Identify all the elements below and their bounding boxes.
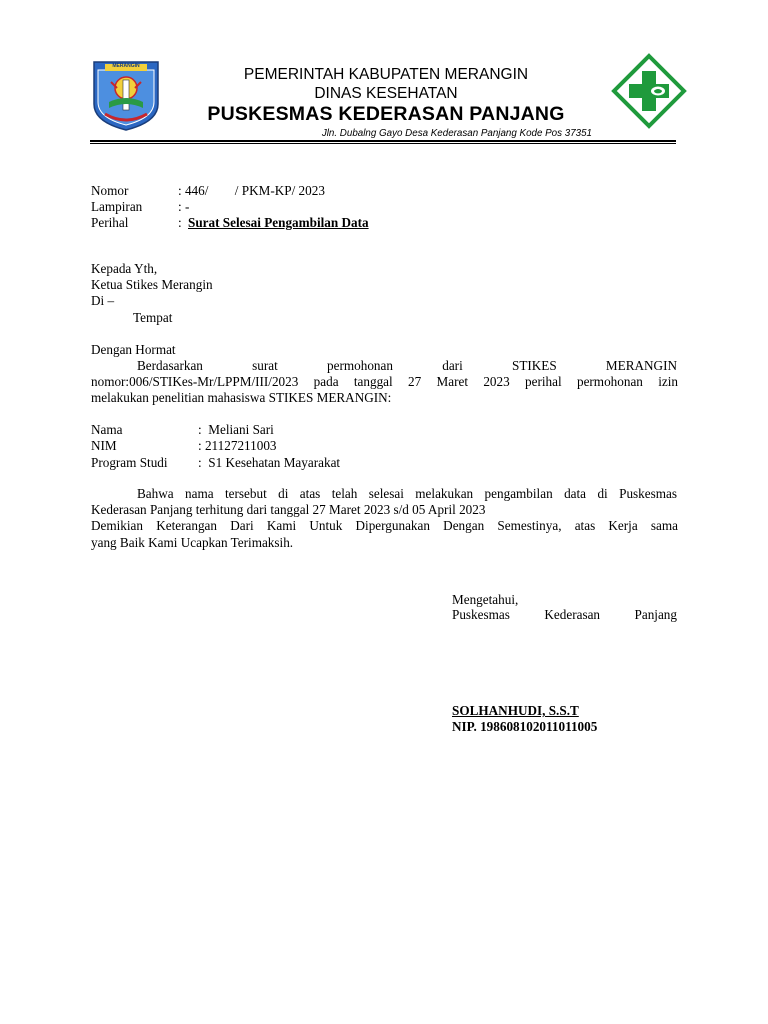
letterhead-department: DINAS KESEHATAN: [314, 85, 458, 102]
nim-value: : 21127211003: [198, 438, 277, 453]
signature-mengetahui: Mengetahui,: [452, 592, 519, 607]
puskesmas-cross-icon: [611, 53, 687, 129]
regency-emblem-icon: [89, 58, 163, 132]
letterhead-address: Jln. Dubalng Gayo Desa Kederasan Panjang Kode Pos 37351: [321, 128, 592, 139]
letterhead-divider-thin: [90, 143, 676, 144]
nama-label: Nama: [91, 422, 123, 437]
paragraph-2-line-2: Kederasan Panjang terhitung dari tanggal 27 Maret 2023 s/d 05 April 2023: [91, 502, 486, 517]
emblem-label: MERANGIN: [112, 63, 140, 69]
lampiran-value: : -: [178, 199, 190, 214]
recipient-salutation: Kepada Yth,: [91, 261, 158, 276]
signature-name: SOLHANHUDI, S.S.T: [452, 703, 579, 718]
nomor-label: Nomor: [91, 183, 129, 198]
nomor-value: : 446/ / PKM-KP/ 2023: [178, 183, 325, 198]
letterhead-institution: PUSKESMAS KEDERASAN PANJANG: [207, 103, 565, 125]
lampiran-label: Lampiran: [91, 199, 143, 214]
nama-value: : Meliani Sari: [198, 422, 274, 437]
recipient-di: Di –: [91, 293, 115, 308]
paragraph-3-line-2: yang Baik Kami Ucapkan Terimaksih.: [91, 535, 294, 550]
perihal-value: Surat Selesai Pengambilan Data: [188, 215, 369, 230]
perihal-label: Perihal: [91, 215, 129, 230]
prodi-value: : S1 Kesehatan Mayarakat: [198, 455, 341, 470]
signature-nip: NIP. 198608102011011005: [452, 719, 598, 734]
paragraph-2-line-1: Bahwa nama tersebut di atas telah selesai melakukan pengambilan data di Puskesmas: [137, 486, 677, 501]
paragraph-1-line-3: melakukan penelitian mahasiswa STIKES MERANGIN:: [91, 390, 392, 405]
signature-organization: Puskesmas Kederasan Panjang: [452, 607, 677, 622]
paragraph-1-line-2: nomor:006/STIKes-Mr/LPPM/III/2023 pada tanggal 27 Maret 2023 perihal permohonan izin: [91, 374, 678, 389]
paragraph-3-line-1: Demikian Keterangan Dari Kami Untuk Dipergunakan Dengan Semestinya, atas Kerja sama: [91, 518, 678, 533]
letterhead-government: PEMERINTAH KABUPATEN MERANGIN: [243, 66, 529, 83]
recipient-name: Ketua Stikes Merangin: [91, 277, 213, 292]
greeting: Dengan Hormat: [91, 342, 176, 357]
prodi-label: Program Studi: [91, 455, 168, 470]
nim-label: NIM: [91, 438, 117, 453]
letterhead-divider-thick: [90, 140, 676, 142]
paragraph-1-line-1: Berdasarkan surat permohonan dari STIKES MERANGIN: [137, 358, 677, 373]
recipient-place: Tempat: [133, 310, 173, 325]
perihal-colon: :: [178, 215, 182, 230]
